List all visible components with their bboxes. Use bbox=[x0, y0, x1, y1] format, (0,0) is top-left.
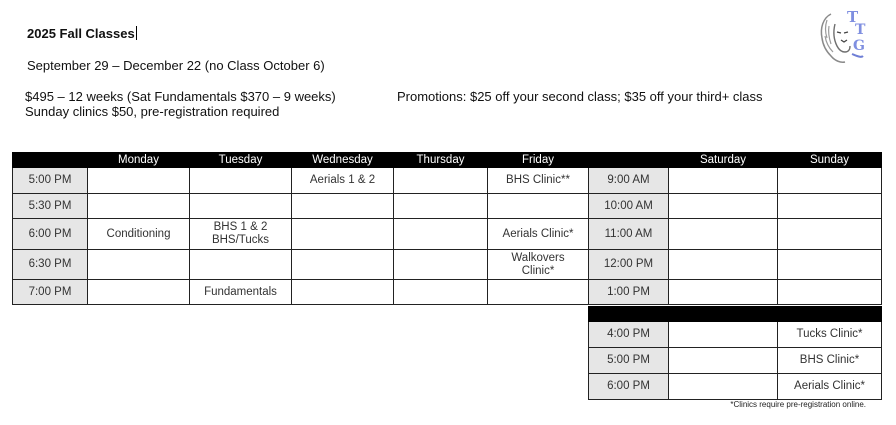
table-row bbox=[589, 374, 882, 400]
table-row bbox=[589, 348, 882, 374]
empty-cell bbox=[488, 194, 589, 219]
time-cell: 10:00 AM bbox=[589, 194, 669, 219]
empty-cell bbox=[669, 194, 778, 219]
time-cell: 5:00 PM bbox=[13, 168, 88, 194]
page-title[interactable] bbox=[27, 26, 137, 41]
class-cell: Tucks Clinic* bbox=[778, 322, 882, 348]
class-cell: Aerials 1 & 2 bbox=[292, 168, 394, 194]
table-row bbox=[13, 219, 589, 250]
empty-cell bbox=[669, 322, 778, 348]
time-cell: 5:00 PM bbox=[589, 348, 669, 374]
header-row bbox=[13, 153, 589, 168]
empty-cell bbox=[669, 374, 778, 400]
time-cell: 6:00 PM bbox=[13, 219, 88, 250]
day-header: Wednesday bbox=[292, 153, 394, 168]
empty-cell bbox=[190, 168, 292, 194]
day-header: Sunday bbox=[778, 153, 882, 168]
empty-cell bbox=[190, 250, 292, 280]
empty-cell bbox=[669, 168, 778, 194]
day-header: Monday bbox=[88, 153, 190, 168]
empty-cell bbox=[778, 194, 882, 219]
lion-head-icon bbox=[817, 6, 869, 66]
table-row bbox=[589, 322, 882, 348]
sunday-clinics-table bbox=[588, 306, 882, 400]
empty-cell bbox=[488, 280, 589, 305]
divider-bar bbox=[589, 307, 882, 322]
table-row bbox=[13, 168, 589, 194]
weekend-schedule-table bbox=[588, 152, 882, 305]
empty-cell bbox=[778, 219, 882, 250]
empty-cell bbox=[394, 168, 488, 194]
empty-cell bbox=[88, 168, 190, 194]
title-text: 2025 Fall Classes bbox=[27, 26, 135, 41]
empty-cell bbox=[669, 348, 778, 374]
logo-letter: T bbox=[855, 22, 866, 38]
time-cell: 6:30 PM bbox=[13, 250, 88, 280]
class-cell: Fundamentals bbox=[190, 280, 292, 305]
time-cell: 11:00 AM bbox=[589, 219, 669, 250]
empty-cell bbox=[394, 194, 488, 219]
empty-cell bbox=[394, 280, 488, 305]
table-row bbox=[13, 194, 589, 219]
empty-cell bbox=[88, 280, 190, 305]
day-header: Saturday bbox=[669, 153, 778, 168]
empty-cell bbox=[292, 250, 394, 280]
table-row bbox=[13, 250, 589, 280]
pricing-line: Sunday clinics $50, pre-registration required bbox=[25, 104, 280, 119]
empty-cell bbox=[669, 280, 778, 305]
empty-cell bbox=[88, 194, 190, 219]
time-cell: 9:00 AM bbox=[589, 168, 669, 194]
session-dates: September 29 – December 22 (no Class October 6) bbox=[27, 58, 325, 73]
table-row bbox=[589, 219, 882, 250]
empty-cell bbox=[669, 250, 778, 280]
empty-cell bbox=[292, 280, 394, 305]
table-row bbox=[589, 250, 882, 280]
time-cell: 5:30 PM bbox=[13, 194, 88, 219]
footnote: *Clinics require pre-registration online. bbox=[730, 400, 866, 409]
empty-cell bbox=[88, 250, 190, 280]
empty-cell bbox=[778, 168, 882, 194]
divider-cell bbox=[669, 307, 778, 322]
logo-letter: T bbox=[847, 8, 859, 26]
time-cell: 12:00 PM bbox=[589, 250, 669, 280]
empty-cell bbox=[394, 250, 488, 280]
pricing-info bbox=[25, 89, 336, 119]
time-cell: 6:00 PM bbox=[589, 374, 669, 400]
class-cell: Aerials Clinic* bbox=[778, 374, 882, 400]
pricing-line: $495 – 12 weeks (Sat Fundamentals $370 – 9 weeks) bbox=[25, 89, 336, 104]
time-header bbox=[589, 153, 669, 168]
class-cell: Aerials Clinic* bbox=[488, 219, 589, 250]
empty-cell bbox=[669, 219, 778, 250]
empty-cell bbox=[292, 194, 394, 219]
empty-cell bbox=[778, 280, 882, 305]
empty-cell bbox=[190, 194, 292, 219]
empty-cell bbox=[778, 250, 882, 280]
header-row bbox=[589, 153, 882, 168]
day-header: Tuesday bbox=[190, 153, 292, 168]
table-row bbox=[589, 194, 882, 219]
time-cell: 4:00 PM bbox=[589, 322, 669, 348]
class-cell: BHS Clinic** bbox=[488, 168, 589, 194]
class-cell: Conditioning bbox=[88, 219, 190, 250]
empty-cell bbox=[394, 219, 488, 250]
day-header: Thursday bbox=[394, 153, 488, 168]
class-cell: BHS 1 & 2 BHS/Tucks bbox=[190, 219, 292, 250]
day-header: Friday bbox=[488, 153, 589, 168]
divider-cell bbox=[778, 307, 882, 322]
table-row bbox=[589, 168, 882, 194]
table-row bbox=[13, 280, 589, 305]
time-cell: 7:00 PM bbox=[13, 280, 88, 305]
class-cell: BHS Clinic* bbox=[778, 348, 882, 374]
weekday-schedule-table bbox=[12, 152, 589, 305]
time-header bbox=[13, 153, 88, 168]
time-cell: 1:00 PM bbox=[589, 280, 669, 305]
table-row bbox=[589, 280, 882, 305]
divider-cell bbox=[589, 307, 669, 322]
text-cursor bbox=[136, 26, 137, 40]
logo-letter: G bbox=[853, 38, 865, 54]
empty-cell bbox=[292, 219, 394, 250]
class-cell: Walkovers Clinic* bbox=[488, 250, 589, 280]
promotions-text: Promotions: $25 off your second class; $35 off your third+ class bbox=[397, 89, 763, 104]
